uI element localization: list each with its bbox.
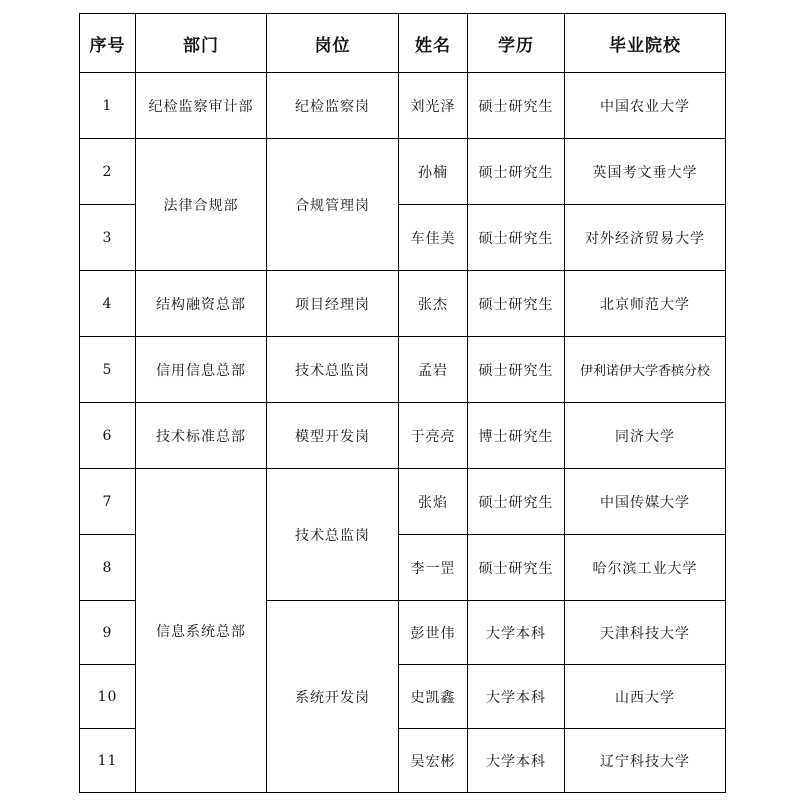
school-cell: 同济大学 [565,403,726,469]
header-dept: 部门 [136,14,267,73]
post-cell: 技术总监岗 [267,337,399,403]
header-seq: 序号 [80,14,136,73]
edu-cell: 硕士研究生 [468,337,565,403]
edu-cell: 硕士研究生 [468,73,565,139]
header-name: 姓名 [399,14,468,73]
edu-cell: 大学本科 [468,601,565,665]
seq-cell: 2 [80,139,136,205]
table-row [80,337,726,403]
school-cell: 哈尔滨工业大学 [565,535,726,601]
school-cell: 对外经济贸易大学 [565,205,726,271]
dept-cell: 纪检监察审计部 [136,73,267,139]
seq-cell: 7 [80,469,136,535]
school-cell: 英国考文垂大学 [565,139,726,205]
post-cell: 纪检监察岗 [267,73,399,139]
header-edu: 学历 [468,14,565,73]
school-cell: 伊利诺伊大学香槟分校 [565,337,726,403]
table-row [80,403,726,469]
seq-cell: 1 [80,73,136,139]
seq-cell: 9 [80,601,136,665]
post-cell: 技术总监岗 [267,469,399,601]
table-row [80,469,726,535]
name-cell: 孙楠 [399,139,468,205]
seq-cell: 8 [80,535,136,601]
name-cell: 李一罡 [399,535,468,601]
name-cell: 张杰 [399,271,468,337]
name-cell: 吴宏彬 [399,729,468,793]
post-cell: 模型开发岗 [267,403,399,469]
name-cell: 张焰 [399,469,468,535]
name-cell: 刘光泽 [399,73,468,139]
dept-cell: 技术标准总部 [136,403,267,469]
edu-cell: 硕士研究生 [468,469,565,535]
edu-cell: 大学本科 [468,665,565,729]
school-cell: 山西大学 [565,665,726,729]
edu-cell: 硕士研究生 [468,271,565,337]
name-cell: 彭世伟 [399,601,468,665]
edu-cell: 硕士研究生 [468,205,565,271]
edu-cell: 大学本科 [468,729,565,793]
post-cell: 项目经理岗 [267,271,399,337]
dept-cell: 信用信息总部 [136,337,267,403]
header-post: 岗位 [267,14,399,73]
school-cell: 北京师范大学 [565,271,726,337]
staff-table [79,13,726,793]
table-row [80,73,726,139]
table-row [80,271,726,337]
seq-cell: 11 [80,729,136,793]
seq-cell: 4 [80,271,136,337]
dept-cell: 法律合规部 [136,139,267,271]
name-cell: 于亮亮 [399,403,468,469]
dept-cell: 结构融资总部 [136,271,267,337]
header-school: 毕业院校 [565,14,726,73]
seq-cell: 5 [80,337,136,403]
name-cell: 孟岩 [399,337,468,403]
edu-cell: 硕士研究生 [468,535,565,601]
school-cell: 辽宁科技大学 [565,729,726,793]
school-cell: 天津科技大学 [565,601,726,665]
school-cell: 中国农业大学 [565,73,726,139]
header-row [80,14,726,73]
edu-cell: 博士研究生 [468,403,565,469]
post-cell: 合规管理岗 [267,139,399,271]
name-cell: 车佳美 [399,205,468,271]
post-cell: 系统开发岗 [267,601,399,793]
seq-cell: 6 [80,403,136,469]
table-row [80,139,726,205]
seq-cell: 10 [80,665,136,729]
school-cell: 中国传媒大学 [565,469,726,535]
dept-cell: 信息系统总部 [136,469,267,793]
edu-cell: 硕士研究生 [468,139,565,205]
seq-cell: 3 [80,205,136,271]
name-cell: 史凯鑫 [399,665,468,729]
